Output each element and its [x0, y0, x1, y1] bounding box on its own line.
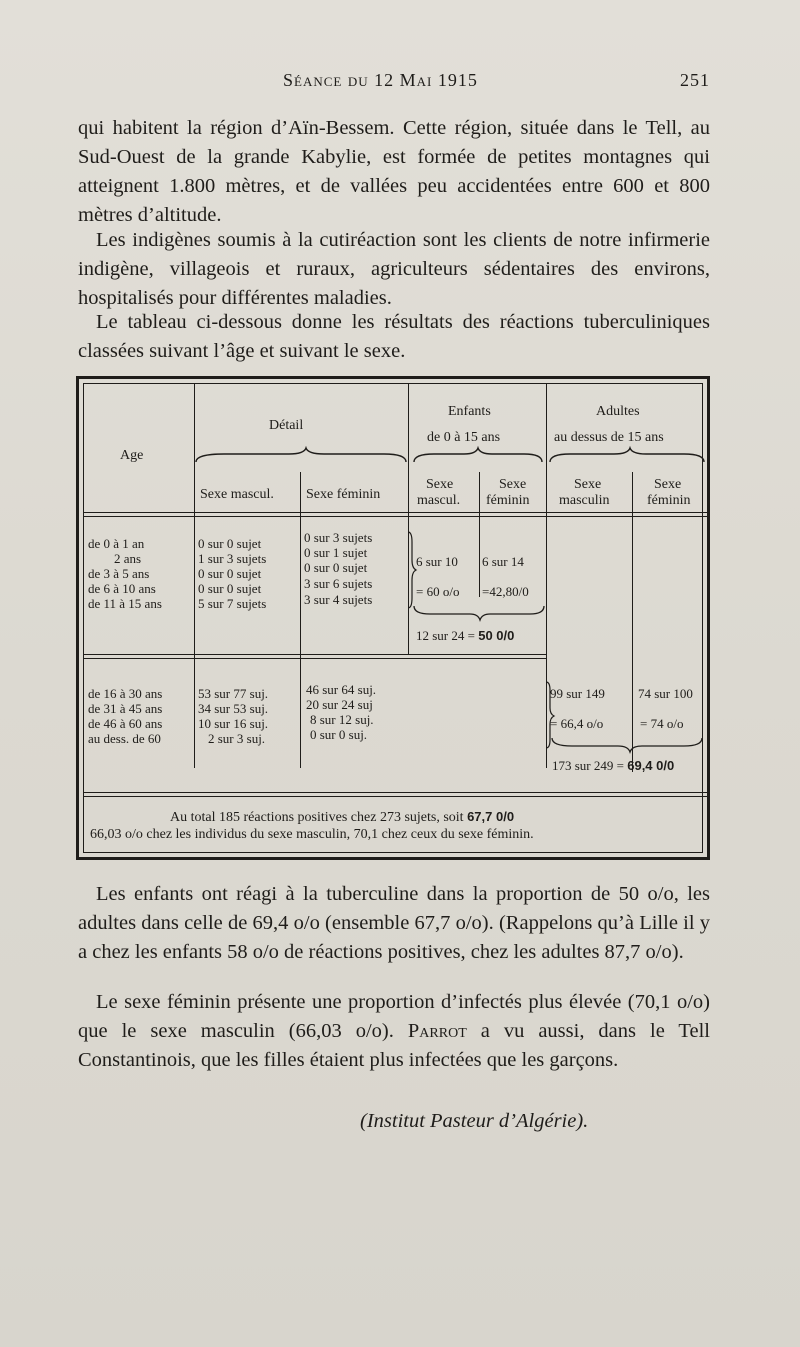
header-age: Age [120, 448, 144, 463]
adult-masc-0: 53 sur 77 suj. [198, 686, 269, 701]
adult-pct-masc: = 66,4 o/o [550, 716, 604, 731]
page-header [78, 70, 710, 100]
paragraph-results [78, 880, 710, 967]
paragraph-sex [78, 988, 710, 1075]
header-detail: Détail [269, 418, 304, 433]
adult-masc-3: 2 sur 3 suj. [208, 731, 266, 746]
child-total-fem: 6 sur 14 [482, 554, 524, 569]
table-footer-line1 [170, 809, 514, 825]
child-combined-count: 12 sur 24 = [416, 628, 479, 643]
footer-rule-double [84, 796, 708, 797]
child-masc-0: 0 sur 0 sujet [198, 536, 262, 551]
child-masc-1: 1 sur 3 sujets [198, 551, 267, 566]
header-adultes-range: au dessus de 15 ans [554, 430, 664, 445]
header-rule-double [84, 516, 708, 517]
header-enf-fem-2: féminin [486, 493, 530, 508]
adult-total-fem: 74 sur 100 [638, 686, 693, 701]
children-rule-double [84, 658, 546, 659]
paragraph-sex-text-1: Le sexe féminin présente une proportion d’infectés plus élevée (70,1 o/o) que le sexe masculin (66,03 o/o). [78, 991, 710, 1042]
running-title: Séance du 12 Mai 1915 [283, 70, 478, 90]
children-rule [84, 654, 546, 655]
table-footer-line1-text: Au total 185 réactions positives chez 273 sujets, soit [170, 810, 468, 825]
header-enf-fem-1: Sexe [499, 477, 527, 492]
adult-age-2: de 46 à 60 ans [88, 716, 163, 731]
child-age-1: 2 ans [114, 551, 142, 566]
paragraph-table-intro-text: Le tableau ci-dessous donne les résultats des réactions tuberculiniques classées suivant l’âge et suivant le sexe. [78, 311, 710, 362]
header-adultes: Adultes [596, 404, 640, 419]
header-enfants: Enfants [448, 404, 491, 419]
header-ad-masc-1: Sexe [574, 477, 602, 492]
child-age-0: de 0 à 1 an [88, 536, 145, 551]
col-divider-enfants-sex [479, 472, 480, 597]
table-footer-total-pct: 67,7 0/0 [467, 809, 515, 824]
child-age-4: de 11 à 15 ans [88, 596, 162, 611]
author-name-parrot: Parrot [407, 1020, 467, 1042]
child-fem-4: 3 sur 4 sujets [304, 592, 373, 607]
footer-rule [84, 792, 708, 793]
child-masc-2: 0 sur 0 sujet [198, 566, 262, 581]
adult-age-1: de 31 à 45 ans [88, 701, 163, 716]
col-divider-adultes-sex [632, 472, 633, 772]
results-table [76, 376, 710, 860]
adult-combined-count: 173 sur 249 = [552, 758, 628, 773]
header-braces [84, 384, 708, 484]
results-table-inner [83, 383, 703, 853]
child-fem-0: 0 sur 3 sujets [304, 530, 373, 545]
child-pct-fem: =42,80/0 [482, 584, 529, 599]
adult-pct-fem: = 74 o/o [640, 716, 684, 731]
child-fem-1: 0 sur 1 sujet [304, 545, 368, 560]
adult-combined [552, 758, 674, 773]
adult-total-masc: 99 sur 149 [550, 686, 605, 701]
child-fem-3: 3 sur 6 sujets [304, 576, 373, 591]
adult-combined-pct: 69,4 0/0 [627, 758, 675, 773]
adult-fem-3: 0 sur 0 suj. [310, 727, 368, 742]
adult-masc-2: 10 sur 16 suj. [198, 716, 269, 731]
adult-fem-2: 8 sur 12 suj. [310, 712, 374, 727]
adult-total-brace [548, 736, 708, 756]
header-rule [84, 512, 708, 513]
child-pct-masc: = 60 o/o [416, 584, 460, 599]
header-enfants-range: de 0 à 15 ans [427, 430, 501, 445]
paragraph-table-intro [78, 308, 710, 366]
child-combined [416, 628, 514, 643]
paragraph-sex-text-2: a vu aussi, dans le Tell Constantinois, que les filles étaient plus infectées que les garçons. [78, 1020, 711, 1071]
header-enf-masc-2: mascul. [417, 493, 461, 508]
paragraph-results-text: Les enfants ont réagi à la tuberculine dans la proportion de 50 o/o, les adultes dans celle de 69,4 o/o (ensemble 67,7 o/o). (Rappelons qu’à Lille il y a chez les enfants 58 o/o de réactions positives, chez les adultes 87,7 o/o). [78, 883, 710, 963]
header-sexe-feminin: Sexe féminin [306, 487, 381, 502]
attribution: (Institut Pasteur d’Algérie). [360, 1110, 589, 1132]
header-sexe-mascul: Sexe mascul. [200, 487, 274, 502]
adult-fem-1: 20 sur 24 suj [306, 697, 373, 712]
adult-age-3: au dess. de 60 [88, 731, 161, 746]
page-number: 251 [680, 70, 710, 90]
adult-masc-1: 34 sur 53 suj. [198, 701, 269, 716]
adult-age-0: de 16 à 30 ans [88, 686, 163, 701]
header-ad-masc-2: masculin [559, 493, 610, 508]
child-age-2: de 3 à 5 ans [88, 566, 150, 581]
paragraph-patients-text: Les indigènes soumis à la cutiréaction sont les clients de notre infirmerie indigène, villageois et ruraux, agriculteurs sédentaires des environs, hospitalisés pour différentes maladies. [78, 229, 710, 309]
header-enf-masc-1: Sexe [426, 477, 454, 492]
adult-fem-0: 46 sur 64 suj. [306, 682, 377, 697]
header-ad-fem-1: Sexe [654, 477, 682, 492]
paragraph-patients [78, 226, 710, 313]
child-age-3: de 6 à 10 ans [88, 581, 156, 596]
child-combined-pct: 50 0/0 [478, 628, 515, 643]
child-fem-2: 0 sur 0 sujet [304, 560, 368, 575]
child-masc-4: 5 sur 7 sujets [198, 596, 267, 611]
children-total-brace [410, 604, 550, 624]
child-masc-3: 0 sur 0 sujet [198, 581, 262, 596]
paragraph-region: qui habitent la région d’Aïn-Bessem. Cette région, située dans le Tell, au Sud-Ouest de la grande Kabylie, est formée de petites montagnes qui atteignent 1.800 mètres, et de vallées peu accidentées entre 600 et 800 mètres d’altitude. [78, 117, 710, 226]
header-ad-fem-2: féminin [647, 493, 691, 508]
child-total-masc: 6 sur 10 [416, 554, 458, 569]
table-footer-line2: 66,03 o/o chez les individus du sexe masculin, 70,1 chez ceux du sexe féminin. [90, 827, 534, 842]
